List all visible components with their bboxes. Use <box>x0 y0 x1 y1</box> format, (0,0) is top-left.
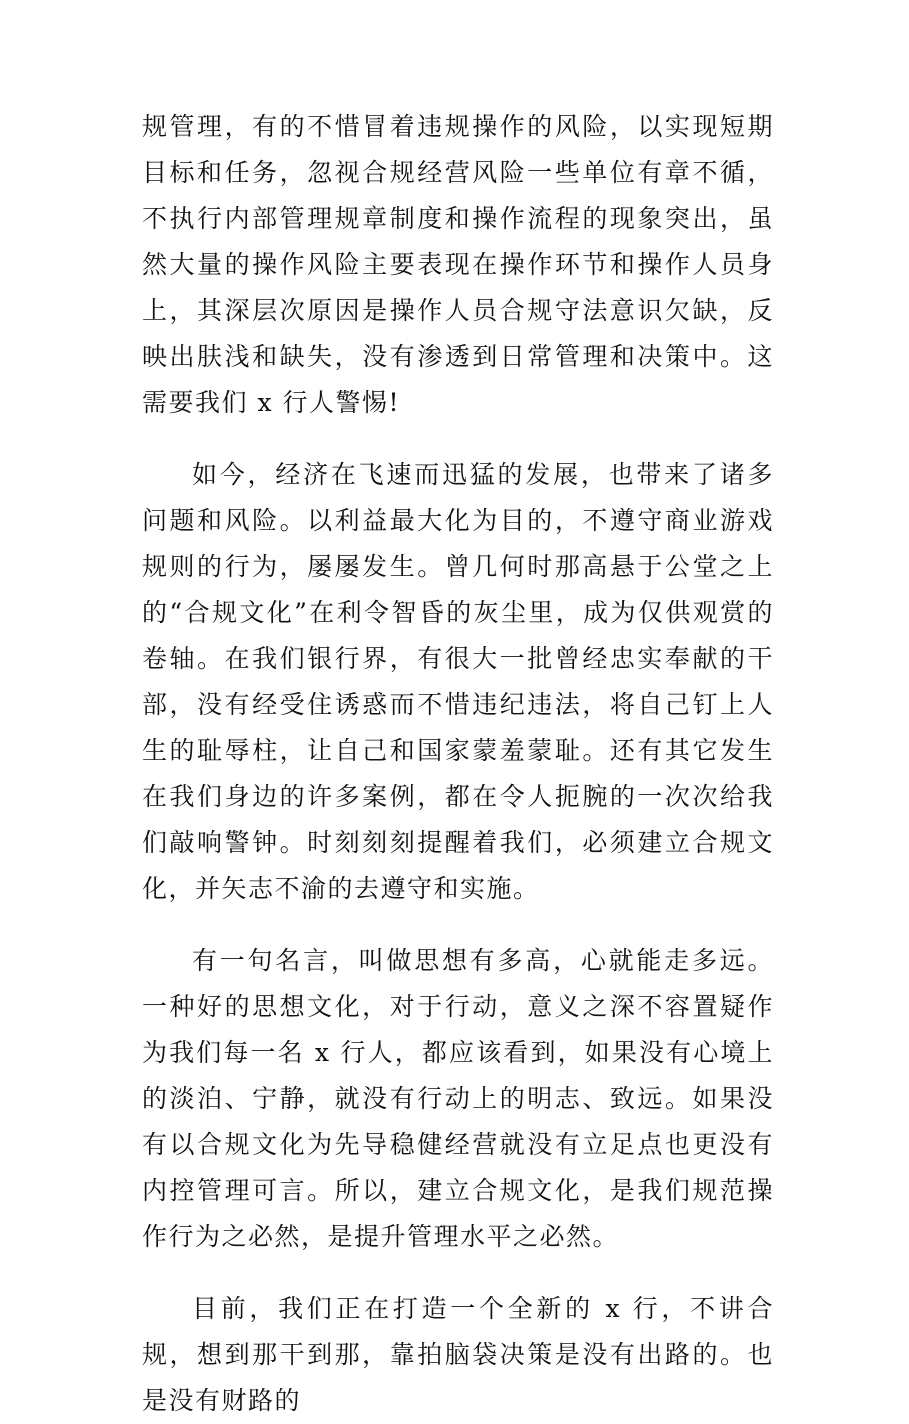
paragraph-2: 如今，经济在飞速而迅猛的发展，也带来了诸多问题和风险。以利益最大化为目的，不遵守商业游戏规则的行为，屡屡发生。曾几何时那高悬于公堂之上的“合规文化”在利令智昏的灰尘里，成为仅供观赏的卷轴。在我们银行界，有很大一批曾经忠实奉献的干部，没有经受住诱惑而不惜违纪违法，将自己钉上人生的耻辱柱，让自己和国家蒙羞蒙耻。还有其它发生在我们身边的许多案例，都在令人扼腕的一次次给我们敲响警钟。时刻刻刻提醒着我们，必须建立合规文化，并矢志不渝的去遵守和实施。 <box>142 460 774 903</box>
paragraph-4: 目前，我们正在打造一个全新的 x 行，不讲合规，想到那干到那，靠拍脑袋决策是没有出路的。也是没有财路的 <box>142 1294 774 1415</box>
paragraph-3: 有一句名言，叫做思想有多高，心就能走多远。一种好的思想文化，对于行动，意义之深不容置疑作为我们每一名 x 行人，都应该看到，如果没有心境上的淡泊、宁静，就没有行动上的明志、致远。如果没有以合规文化为先导稳健经营就没有立足点也更没有内控管理可言。所以，建立合规文化，是我们规范操作行为之必然，是提升管理水平之必然。 <box>142 946 774 1251</box>
document-body <box>142 104 774 1424</box>
paragraph-1: 规管理，有的不惜冒着违规操作的风险，以实现短期目标和任务，忽视合规经营风险一些单位有章不循，不执行内部管理规章制度和操作流程的现象突出，虽然大量的操作风险主要表现在操作环节和操作人员身上，其深层次原因是操作人员合规守法意识欠缺，反映出肤浅和缺失，没有渗透到日常管理和决策中。这需要我们 x 行人警惕! <box>142 112 774 417</box>
